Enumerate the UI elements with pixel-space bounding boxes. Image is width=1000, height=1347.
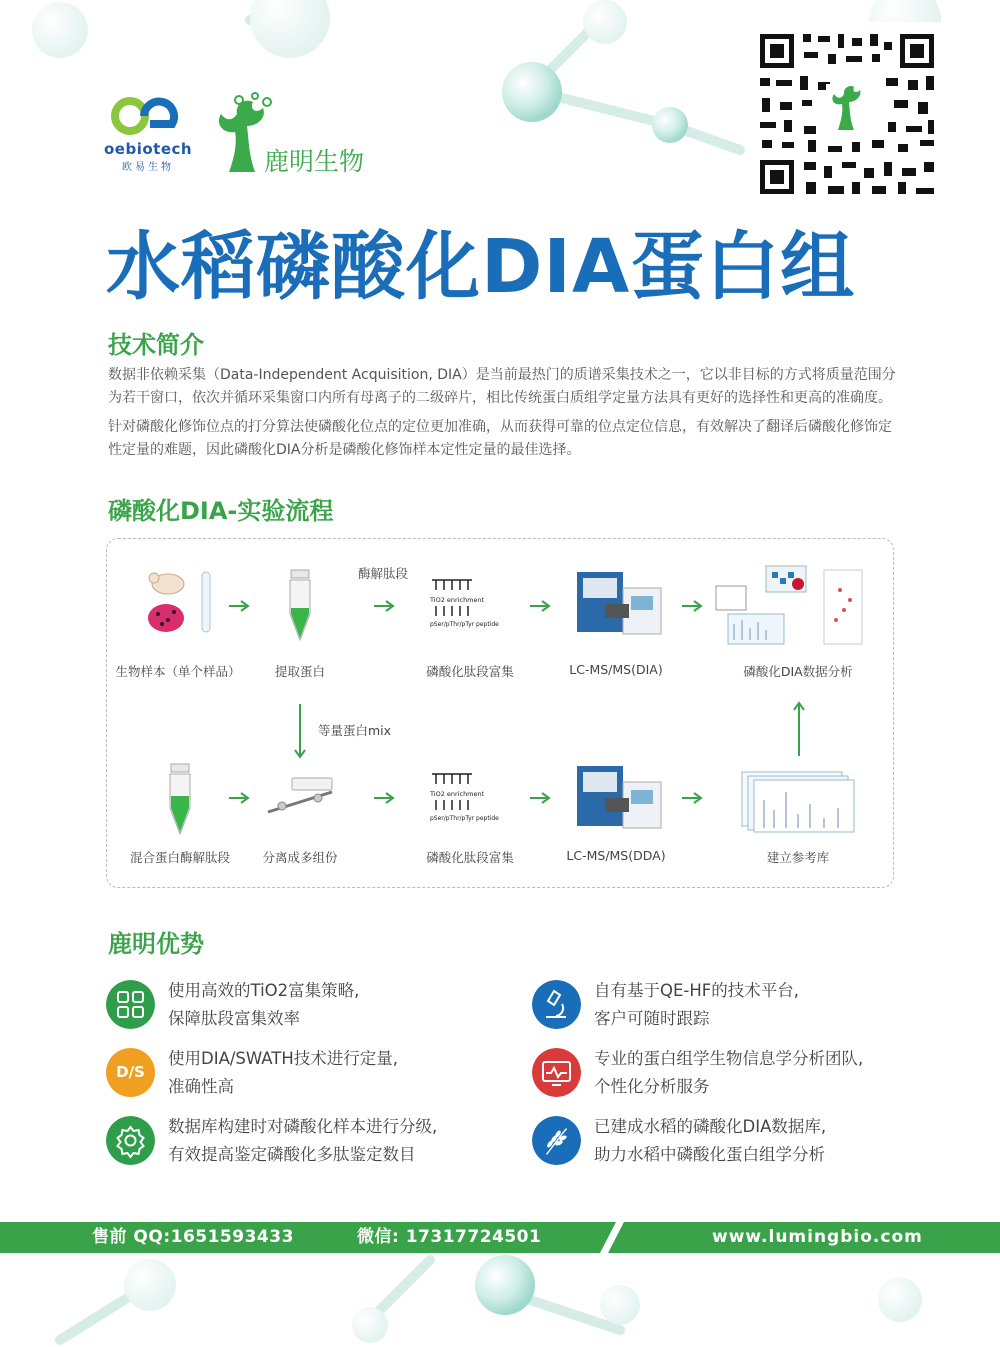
- footer-website-link[interactable]: www.lumingbio.com: [712, 1227, 923, 1247]
- intro-heading: 技术简介: [108, 331, 204, 359]
- fractionation-column-icon: [262, 772, 338, 822]
- advantage-text: 已建成水稻的磷酸化DIA数据库, 助力水稻中磷酸化蛋白组学分析: [594, 1117, 827, 1164]
- mass-spec-dia-icon: [575, 568, 665, 638]
- note-mix: 等量蛋白mix: [318, 723, 392, 738]
- arrow-right-icon: [372, 599, 396, 613]
- intro-paragraph-1: 数据非依赖采集（Data-Independent Acquisition, DIA）是当前最热门的质谱采集技术之一，它以非目标的方式将质量范围分为若干窗口，依次并循环采集窗口内所有母离子的二级碎片，相比传统蛋白质组学定量方法具有更好的选择性和更高的准确度。: [108, 367, 896, 406]
- peptide-label: pSer/pThr/pTyr peptide: [430, 621, 499, 628]
- tio2-enrichment-icon: [428, 772, 518, 822]
- spectral-library-icon: [740, 770, 860, 834]
- arrow-right-icon: [680, 791, 704, 805]
- sample-mouse-tissue-icon: [140, 568, 220, 638]
- intro-paragraph-2: 针对磷酸化修饰位点的打分算法使磷酸化位点的定位更加准确，从而获得可靠的位点定位信息，有效解决了翻译后磷酸化修饰定性定量的难题，因此磷酸化DIA分析是磷酸化修饰样本定性定量的最佳选择。: [108, 419, 892, 458]
- luming-wordmark: 鹿明生物: [264, 147, 365, 176]
- qr-code-icon: [748, 22, 948, 207]
- peptide-label: pSer/pThr/pTyr peptide: [430, 815, 499, 822]
- mass-spec-dda-icon: [575, 762, 665, 832]
- advantage-text: 专业的蛋白组学生物信息学分析团队, 个性化分析服务: [594, 1049, 864, 1096]
- step-label: 生物样本（单个样品）: [115, 664, 241, 679]
- gear-icon: [106, 1116, 155, 1165]
- step-label: 混合蛋白酶解肽段: [129, 850, 230, 865]
- advantage-item: [532, 1045, 892, 1105]
- logo-area: [104, 92, 374, 182]
- step-label: 磷酸化肽段富集: [426, 664, 514, 679]
- arrow-right-icon: [227, 599, 251, 613]
- advantage-item: [106, 977, 466, 1037]
- tio2-label: TiO2 enrichment: [430, 790, 485, 798]
- monitor-chart-icon: [532, 1048, 581, 1097]
- footer-qq: 售前 QQ:1651593433: [92, 1227, 294, 1247]
- advantage-item: [532, 1113, 892, 1173]
- step-label: 磷酸化DIA数据分析: [743, 664, 853, 679]
- advantage-text: 使用DIA/SWATH技术进行定量, 准确性高: [168, 1049, 399, 1096]
- note-digest: 酶解肽段: [358, 566, 409, 581]
- grid-icon: [106, 980, 155, 1029]
- advantage-item: [106, 1045, 466, 1105]
- advantage-item: [532, 977, 892, 1037]
- step-label: 磷酸化肽段富集: [426, 850, 514, 865]
- step-label: LC-MS/MS(DDA): [566, 848, 666, 863]
- advantage-item: [106, 1113, 466, 1173]
- arrow-right-icon: [528, 599, 552, 613]
- footer-divider: [600, 1222, 628, 1253]
- arrow-right-icon: [227, 791, 251, 805]
- advantage-text: 自有基于QE-HF的技术平台, 客户可随时跟踪: [594, 981, 800, 1028]
- step-label: 分离成多组份: [262, 850, 338, 865]
- footer-wechat: 微信: 17317724501: [357, 1227, 542, 1247]
- arrow-right-icon: [528, 791, 552, 805]
- oebiotech-subtitle: 欧易生物: [122, 162, 174, 173]
- page-title: 水稻磷酸化DIA蛋白组: [106, 224, 856, 310]
- advantages-heading: 鹿明优势: [108, 930, 204, 958]
- tio2-label: TiO2 enrichment: [430, 596, 485, 604]
- dia-analysis-charts-icon: [714, 560, 864, 650]
- mixed-peptide-tube-icon: [165, 762, 195, 836]
- step-label: 建立参考库: [766, 850, 830, 865]
- arrow-right-icon: [680, 599, 704, 613]
- advantage-text: 数据库构建时对磷酸化样本进行分级, 有效提高鉴定磷酸化多肽鉴定数目: [168, 1117, 438, 1164]
- oebiotech-wordmark: oebiotech: [104, 140, 193, 158]
- ds-badge-icon: D/S: [106, 1048, 155, 1097]
- protein-tube-icon: [285, 568, 315, 642]
- step-label: 提取蛋白: [274, 664, 325, 679]
- arrow-up-icon: [792, 700, 806, 758]
- microscope-icon: [532, 980, 581, 1029]
- step-label: LC-MS/MS(DIA): [569, 662, 663, 677]
- arrow-right-icon: [372, 791, 396, 805]
- tio2-enrichment-icon: [428, 578, 518, 628]
- arrow-down-icon: [293, 702, 307, 760]
- workflow-heading: 磷酸化DIA-实验流程: [108, 497, 334, 525]
- rice-icon: [532, 1116, 581, 1165]
- advantage-text: 使用高效的TiO2富集策略, 保障肽段富集效率: [168, 981, 360, 1028]
